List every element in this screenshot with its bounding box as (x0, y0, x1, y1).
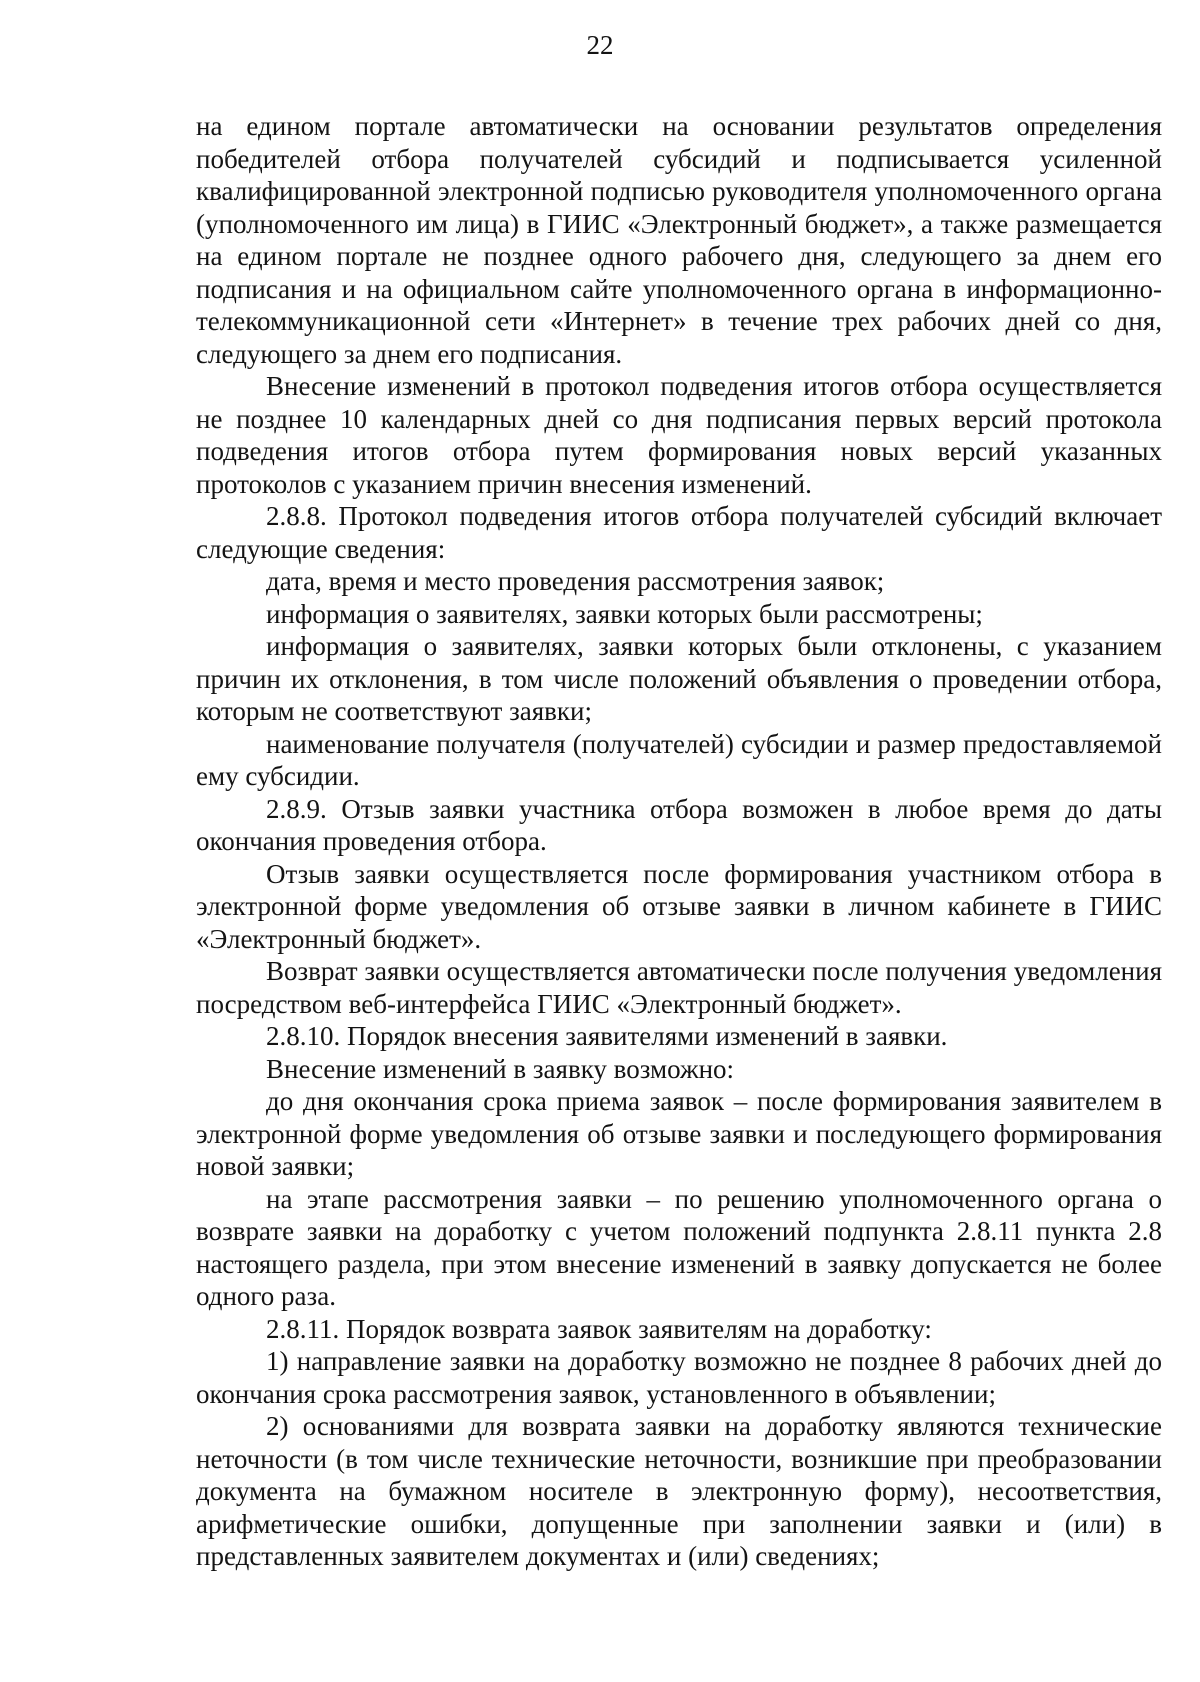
paragraph: 2) основаниями для возврата заявки на доработку являются технические неточности (в том числе технические неточности, возникшие при преобразовании документа на бумажном носителе в электронную форму), несоответствия, арифметические ошибки, допущенные при заполнении заявки и (или) в представленных заявителем документах и (или) сведениях; (196, 1411, 1162, 1571)
page-number: 22 (586, 30, 614, 60)
paragraph: на этапе рассмотрения заявки – по решению уполномоченного органа о возврате заявки на доработку с учетом положений подпункта 2.8.11 пункта 2.8 настоящего раздела, при этом внесение изменений в заявку допускается не более одного раза. (196, 1183, 1162, 1311)
paragraph: информация о заявителях, заявки которых были отклонены, с указанием причин их отклонения, в том числе положений объявления о проведении отбора, которым не соответствуют заявки; (196, 631, 1162, 726)
paragraph: Отзыв заявки осуществляется после формирования участником отбора в электронной форме уведомления об отзыве заявки в личном кабинете в ГИИС «Электронный бюджет». (196, 858, 1162, 954)
document-body (196, 110, 1162, 1573)
paragraph: на едином портале автоматически на основании результатов определения победителей отбора получателей субсидий и подписывается усиленной квалифицированной электронной подписью руководителя уполномоченного органа (уполномоченного им лица) в ГИИС «Электронный бюджет», а также размещается на едином портале не позднее одного рабочего дня, следующего за днем его подписания и на официальном сайте уполномоченного органа в информационно-телекоммуникационной сети «Интернет» в течение трех рабочих дней со дня, следующего за днем его подписания. (196, 111, 1162, 369)
paragraph: дата, время и место проведения рассмотрения заявок; (266, 566, 885, 596)
paragraph: Внесение изменений в протокол подведения итогов отбора осуществляется не позднее 10 календарных дней со дня подписания первых версий протокола подведения итогов отбора путем формирования новых версий указанных протоколов с указанием причин внесения изменений. (196, 371, 1162, 499)
paragraph: Возврат заявки осуществляется автоматически после получения уведомления посредством веб-интерфейса ГИИС «Электронный бюджет». (196, 956, 1162, 1019)
paragraph: до дня окончания срока приема заявок – после формирования заявителем в электронной форме уведомления об отзыве заявки и последующего формирования новой заявки; (196, 1086, 1162, 1181)
paragraph: 2.8.10. Порядок внесения заявителями изменений в заявки. (266, 1021, 948, 1051)
paragraph: информация о заявителях, заявки которых были рассмотрены; (266, 598, 983, 629)
paragraph: 2.8.8. Протокол подведения итогов отбора получателей субсидий включает следующие сведения: (196, 501, 1162, 564)
paragraph: 2.8.11. Порядок возврата заявок заявителям на доработку: (266, 1313, 932, 1344)
paragraph: наименование получателя (получателей) субсидии и размер предоставляемой ему субсидии. (196, 728, 1162, 791)
paragraph: Внесение изменений в заявку возможно: (266, 1053, 735, 1084)
paragraph: 2.8.9. Отзыв заявки участника отбора возможен в любое время до даты окончания проведения отбора. (196, 793, 1162, 856)
paragraph: 1) направление заявки на доработку возможно не позднее 8 рабочих дней до окончания срока рассмотрения заявок, установленного в объявлении; (196, 1346, 1162, 1409)
